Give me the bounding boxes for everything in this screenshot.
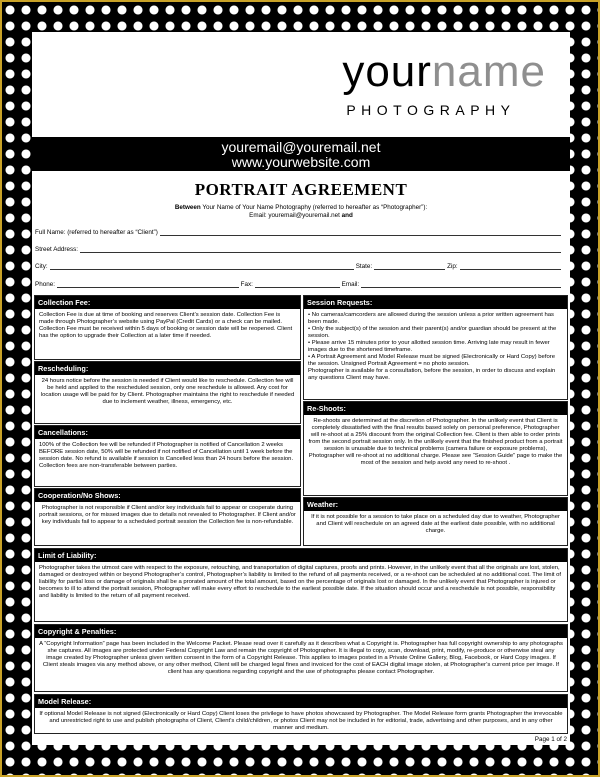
rescheduling-section (34, 361, 301, 424)
zip-field[interactable] (460, 263, 561, 270)
logo-wordmark: yourname (342, 47, 546, 96)
rescheduling-heading: Rescheduling: (35, 362, 300, 375)
street-row (35, 246, 563, 253)
cooperation-heading: Cooperation/No Shows: (35, 489, 300, 502)
cancellations-section (34, 425, 301, 487)
cancellations-text: 100% of the Collection fee will be refunded if Photographer is notified of Cancellation 2 weeks BEFORE session date, 50% will be refunded if not notified of Cancellation until 1 week before the session date. No refund is available if session is Cancelled less than 24 hours before the session. Collection fees are non-transferable between parties. (39, 442, 294, 469)
session-request-item: • Please arrive 15 minutes prior to your allotted session time. Arriving late may result in fewer images due to the shortened timeframe. (308, 340, 550, 353)
state-label: State: (355, 263, 373, 270)
copyright-section (34, 624, 568, 692)
phone-row (35, 281, 563, 288)
full-name-label: Full Name: (referred to hereafter as “Client”) (35, 229, 158, 236)
copyright-text: A “Copyright Information” page has been included in the Welcome Packet. Please read over it carefully as it describes what a Copyright is. Photographer has full copyright ownership to any photographs she captures. All images are protected under Federal Copyright Law and remain the copyright of Photographer. It is illegal to copy, scan, download, print, modify, re-produce or otherwise steal any image created by Photographer unless given written consent in the form of a Copyright Release. This applies to images posted in a Private Online Gallery, Blog, Facebook, or Hard Copy images. If Client steals images via any method above, or any other method, Client will be charged legal fines and invoiced for the cost of EACH digital image stolen, at Photographer’s current price per image. If client has any questions regarding copyright and the use of photographs please contact Photographer. (39, 641, 563, 675)
cancellations-heading: Cancellations: (35, 426, 300, 439)
contact-bar (32, 137, 570, 171)
cooperation-text: Photographer is not responsible if Client and/or key individuals fail to appear or cooperate during portrait sessions, or for missed images due to details not revealed to Photographer. If Client and/or key individuals fail to appear to a scheduled portrait session the Collection fee is non-refundable. (39, 505, 296, 525)
collection-fee-heading: Collection Fee: (35, 296, 300, 309)
email-label: Email: (341, 281, 360, 288)
weather-heading: Weather: (304, 498, 567, 511)
fax-field[interactable] (255, 281, 340, 288)
session-request-item: • No cameras/camcorders are allowed during the session unless a prior written agreement has been made. (308, 312, 554, 325)
full-name-row (35, 229, 563, 236)
collection-fee-text: Collection Fee is due at time of booking and reserves Client’s session date. Collection Fee is made through Photographer’s website using PayPal (Credit Cards) or a check can be mailed. Collection Fee must be received within 5 days of booking or session date will be reopened. Client has the option to upgrade their Collection at a later time if needed. (39, 312, 293, 339)
model-release-text: If optional Model Release is not signed (Electronically or Hard Copy) Client loses the privilege to have photos showcased by Photographer. The Model Release form grants Photographer the irrevocable and unrestricted right to use and publish photographs of Client, Client’s child/children, or photos Client may not be included in for editorial, trade, advertising and other purposes, and in any other manner and medium. (39, 711, 563, 731)
fax-label: Fax: (240, 281, 253, 288)
weather-section (303, 497, 568, 546)
session-request-item: • A Portrait Agreement and Model Release must be signed (Electronically or Hard Copy) before the session. Unsigned Portrait Agreement = no photo session. (308, 354, 555, 367)
street-field[interactable] (80, 246, 561, 253)
phone-label: Phone: (35, 281, 55, 288)
reshoots-text: Re-shoots are determined at the discretion of Photographer. In the unlikely event that Client is completely dissatisfied with the final results based solely on personal preference, Photographer will re-shoot at a 25% discount from the original Collection fee. Client is then able to order prints from the second portrait session only. In the unlikely event that the finished product from a portrait session is unusable due to technical problems (camera failure or exposure problems), Photographer will re-shoot at no additional charge. Please see “Session Guide” page to make the most of the session and help avoid any need to re-shoot . (308, 418, 563, 466)
street-label: Street Address: (35, 246, 79, 253)
copyright-heading: Copyright & Penalties: (35, 625, 567, 638)
city-field[interactable] (50, 263, 354, 270)
agreement-page (32, 32, 570, 745)
collection-fee-section (34, 295, 301, 360)
reshoots-heading: Re-Shoots: (304, 402, 567, 415)
liability-text: Photographer takes the utmost care with respect to the exposure, retouching, and transportation of digital captures, proofs and prints. However, in the unlikely event that all the originals are lost, stolen, damaged or destroyed within or beyond Photographer’s control, Photographer’s liability is limited to the refund of all payments received, or a re-shoot can be scheduled at no additional cost. The limit of liability for partial loss or damage of originals shall be a prorated amount of the total amount, based on the percentage of originals lost or damaged. In the unlikely event that Photographer is injured or becomes to ill to attend the portrait session, Photographer will make every effort to reschedule to the earliest possible date. If the situation should occur and a reschedule is not possible, responsibility and liability is limited to the return of all payment received. (39, 565, 562, 599)
rescheduling-text: 24 hours notice before the session is needed if Client would like to reschedule. Collection fee will be held and applied to the rescheduled session, only one reschedule is allowed. Any cost for location usage will be paid for by Client. Photographer maintains the right to reschedule if needed due to inclement weather, illness, emergency, etc. (40, 378, 295, 405)
session-requests-list (304, 309, 567, 385)
logo-tagline: PHOTOGRAPHY (346, 102, 516, 118)
model-release-section (34, 694, 568, 734)
liability-section (34, 548, 568, 622)
intro-parties: Between Your Name of Your Name Photography (referred to hereafter as “Photographer”): Email: youremail@youremail.net and (174, 204, 428, 219)
session-request-item: Photographer is available for a consultation, before the session, in order to discuss and explain any questions Client may have. (308, 368, 556, 381)
cooperation-section (34, 488, 301, 546)
state-field[interactable] (374, 263, 445, 270)
zip-label: Zip: (447, 263, 458, 270)
model-release-heading: Model Release: (35, 695, 567, 708)
weather-text: If it is not possible for a session to take place on a scheduled day due to weather, Photographer and Client will reschedule on an agreed date at the earliest date possible, with no additional charge. (311, 514, 560, 534)
session-request-item: • Only the subject(s) of the session and their parent(s) and/or guardian should be present at the session. (308, 326, 557, 339)
contact-website[interactable]: www.yourwebsite.com (231, 154, 371, 170)
email-field[interactable] (361, 281, 561, 288)
session-requests-heading: Session Requests: (304, 296, 567, 309)
phone-field[interactable] (57, 281, 239, 288)
session-requests-section (303, 295, 568, 400)
full-name-field[interactable] (160, 229, 561, 236)
document-title: PORTRAIT AGREEMENT (194, 180, 408, 199)
city-row (35, 263, 563, 270)
reshoots-section (303, 401, 568, 496)
contact-email[interactable]: youremail@youremail.net (221, 139, 381, 155)
liability-heading: Limit of Liability: (35, 549, 567, 562)
brand-logo (342, 47, 546, 118)
page-number: Page 1 of 2 (534, 736, 567, 743)
city-label: City: (35, 263, 48, 270)
